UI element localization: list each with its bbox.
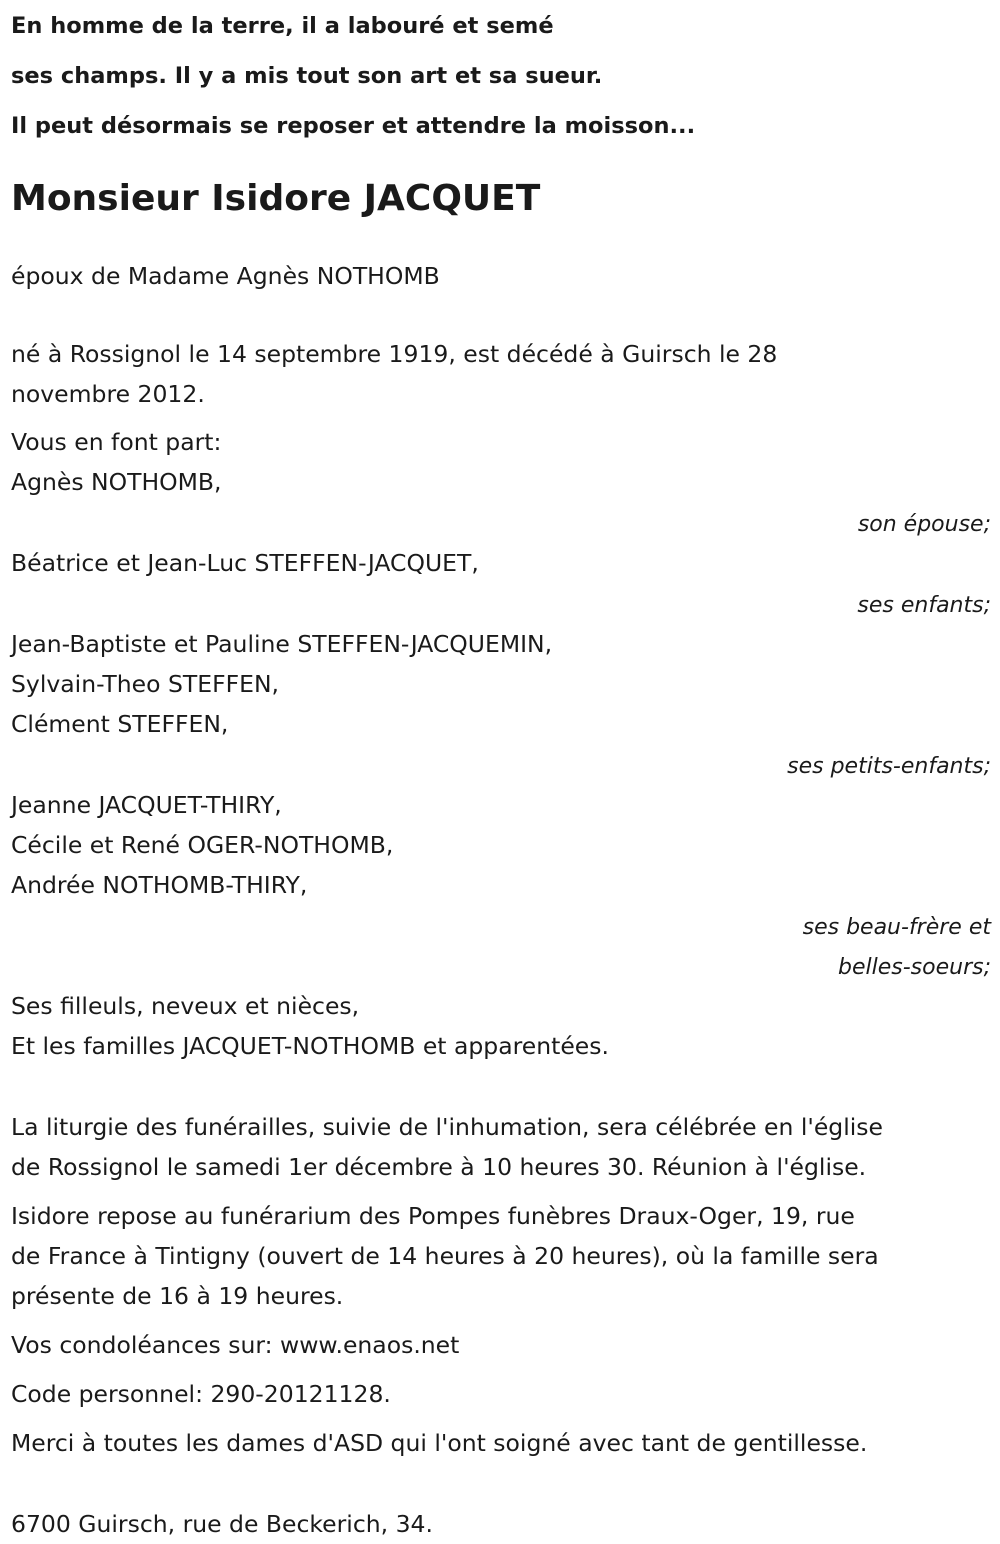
- family-role: ses enfants;: [857, 593, 991, 618]
- birth-death: [11, 334, 991, 414]
- thanks-line: Merci à toutes les dames d'ASD qui l'ont soigné avec tant de gentillesse.: [11, 1429, 868, 1457]
- funerarium-line: de France à Tintigny (ouvert de 14 heures à 20 heures), où la famille sera: [11, 1242, 879, 1270]
- family-group-children: [11, 543, 991, 626]
- liturgy-line: de Rossignol le samedi 1er décembre à 10 heures 30. Réunion à l'église.: [11, 1153, 867, 1181]
- announce-intro: Vous en font part:: [11, 428, 222, 456]
- family-name: Jean-Baptiste et Pauline STEFFEN-JACQUEMIN,: [11, 630, 553, 658]
- spouse-line: époux de Madame Agnès NOTHOMB: [11, 262, 440, 290]
- birth-death-line: novembre 2012.: [11, 380, 205, 408]
- liturgy-paragraph: [11, 1107, 991, 1187]
- family-name: Jeanne JACQUET-THIRY,: [11, 791, 282, 819]
- funerarium-paragraph: [11, 1196, 991, 1316]
- epigraph-line: Il peut désormais se reposer et attendre la moisson...: [11, 113, 696, 139]
- family-name: Sylvain-Theo STEFFEN,: [11, 670, 280, 698]
- other-relatives-line: Ses filleuls, neveux et nièces,: [11, 992, 360, 1020]
- epigraph-line: ses champs. Il y a mis tout son art et sa sueur.: [11, 63, 603, 89]
- funerarium-line: présente de 16 à 19 heures.: [11, 1282, 344, 1310]
- other-relatives-line: Et les familles JACQUET-NOTHOMB et apparentées.: [11, 1032, 609, 1060]
- family-role: son épouse;: [857, 512, 991, 537]
- birth-death-line: né à Rossignol le 14 septembre 1919, est décédé à Guirsch le 28: [11, 340, 778, 368]
- family-name: Cécile et René OGER-NOTHOMB,: [11, 831, 394, 859]
- family-group-in-laws: [11, 785, 991, 988]
- liturgy-line: La liturgie des funérailles, suivie de l'inhumation, sera célébrée en l'église: [11, 1113, 883, 1141]
- family-role: belles-soeurs;: [838, 955, 991, 980]
- family-name: Agnès NOTHOMB,: [11, 468, 222, 496]
- family-name: Clément STEFFEN,: [11, 710, 229, 738]
- epigraph: [11, 1, 991, 151]
- personal-code: Code personnel: 290-20121128.: [11, 1380, 391, 1408]
- family-group-grandchildren: [11, 624, 991, 787]
- deceased-name: Monsieur Isidore JACQUET: [11, 178, 541, 219]
- family-role: ses petits-enfants;: [787, 754, 991, 779]
- epigraph-line: En homme de la terre, il a labouré et semé: [11, 13, 554, 39]
- condolences-line: Vos condoléances sur: www.enaos.net: [11, 1331, 460, 1359]
- funerarium-line: Isidore repose au funérarium des Pompes funèbres Draux-Oger, 19, rue: [11, 1202, 855, 1230]
- obituary-notice: [11, 0, 991, 1544]
- other-relatives: [11, 986, 991, 1066]
- family-name: Andrée NOTHOMB-THIRY,: [11, 871, 308, 899]
- family-group-spouse: [11, 462, 991, 545]
- address-line: 6700 Guirsch, rue de Beckerich, 34.: [11, 1510, 433, 1538]
- family-role: ses beau-frère et: [802, 915, 991, 940]
- family-name: Béatrice et Jean-Luc STEFFEN-JACQUET,: [11, 549, 479, 577]
